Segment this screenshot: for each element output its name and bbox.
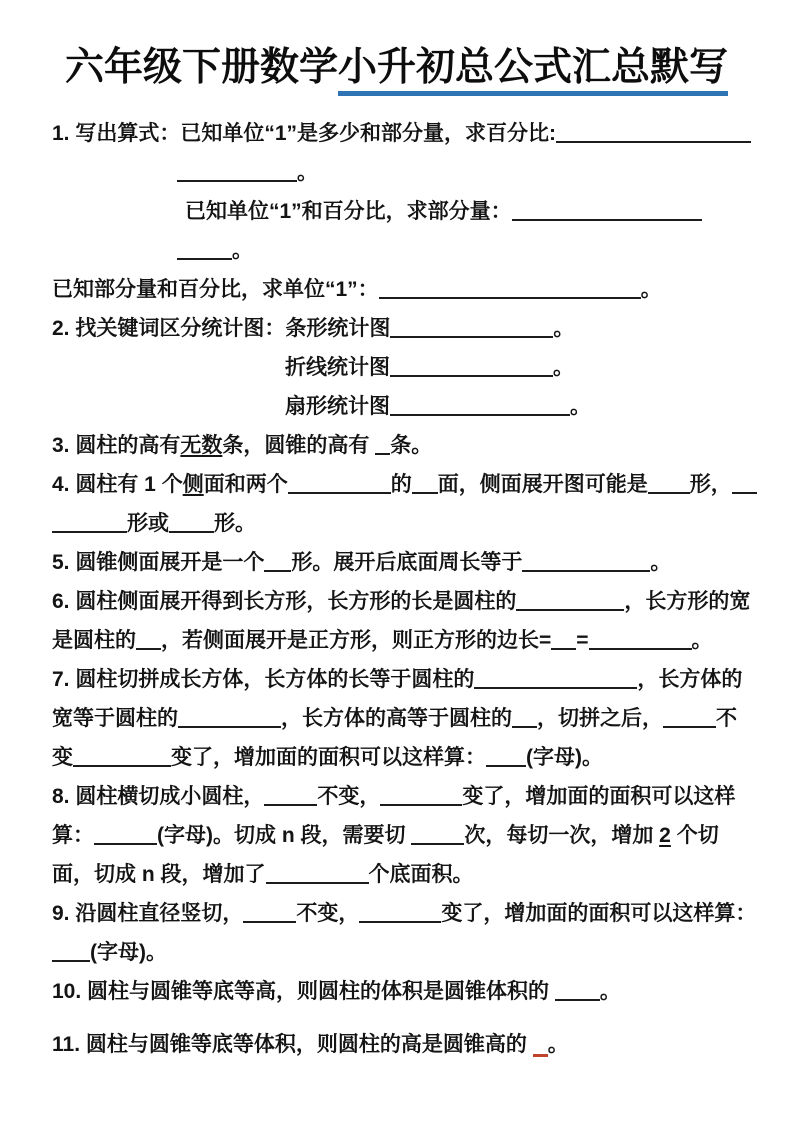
answer-blank (411, 829, 464, 845)
text-run: 2. 找关键词区分统计图：条形统计图 (52, 317, 391, 340)
text-run: 。 (650, 551, 672, 574)
text-run: 10. 圆柱与圆锥等底等高，则圆柱的体积是圆锥体积的 (52, 980, 555, 1003)
worksheet-line (52, 504, 753, 543)
text-run: 条，圆锥的高有 (222, 434, 376, 457)
text-run: 1. 写出算式：已知单位“1”是多少和部分量，求百分比: (52, 122, 557, 145)
answer-blank (512, 712, 537, 728)
text-run: ，长方形的宽 (624, 590, 751, 613)
page-title (0, 0, 793, 92)
worksheet-line (52, 660, 753, 699)
answer-blank (177, 166, 297, 182)
text-run: 的 (390, 473, 412, 496)
worksheet-line (52, 153, 753, 192)
answer-blank (390, 322, 553, 338)
text-run: 不变， (317, 785, 381, 808)
text-run: 条。 (390, 434, 433, 457)
text-run: ，长方体的 (637, 668, 743, 691)
text-run: 9. 沿圆柱直径竖切， (52, 902, 244, 925)
worksheet-line (52, 933, 753, 972)
answer-blank (732, 478, 757, 494)
worksheet-line (52, 348, 753, 387)
text-run: 折线统计图 (285, 356, 390, 379)
underlined-text: 侧 (182, 473, 204, 496)
worksheet-line (52, 621, 753, 660)
worksheet-body (52, 114, 757, 1064)
text-run: 变了，增加面的面积可以这样算： (171, 746, 486, 769)
text-run: (字母)。 (526, 746, 603, 769)
answer-blank (556, 127, 751, 143)
worksheet-line (52, 816, 753, 855)
text-run: 面和两个 (203, 473, 288, 496)
text-run: ，若侧面展开是正方形，则正方形的边长= (161, 629, 552, 652)
underlined-text: 无数 (180, 434, 223, 457)
text-run: (字母)。切成 n 段，需要切 (157, 824, 412, 847)
answer-blank (52, 517, 127, 533)
text-run: 3. 圆柱的高有 (52, 434, 181, 457)
text-run: 。 (297, 161, 318, 184)
answer-blank (136, 634, 161, 650)
answer-blank (266, 868, 369, 884)
answer-blank (243, 907, 296, 923)
worksheet-line (52, 894, 757, 933)
text-run: 8. 圆柱横切成小圆柱， (52, 785, 265, 808)
text-run: 11. 圆柱与圆锥等底等体积，则圆柱的高是圆锥高的 (52, 1033, 533, 1056)
text-run: 已知部分量和百分比，求单位“1”： (52, 278, 379, 301)
text-run: 7. 圆柱切拼成长方体，长方体的长等于圆柱的 (52, 668, 475, 691)
answer-blank (169, 517, 214, 533)
page-title-plain: 六年级下册数学 (64, 46, 338, 89)
answer-blank (379, 283, 641, 299)
text-run: 面，侧面展开图可能是 (437, 473, 648, 496)
answer-blank (73, 751, 171, 767)
text-run: (字母)。 (90, 941, 167, 964)
worksheet-line (52, 972, 753, 1011)
answer-blank (178, 712, 281, 728)
worksheet-line (52, 582, 753, 621)
answer-blank (94, 829, 157, 845)
worksheet-line (52, 231, 753, 270)
worksheet-line (52, 114, 753, 153)
worksheet-line (52, 387, 753, 426)
text-run: 变了，增加面的面积可以这样算： (441, 902, 757, 925)
text-run: 变 (52, 746, 73, 769)
answer-blank (555, 985, 600, 1001)
worksheet-line (52, 270, 753, 309)
text-run: 变了，增加面的面积可以这样 (462, 785, 736, 808)
worksheet-line (52, 1025, 753, 1064)
text-run: 。 (553, 317, 575, 340)
worksheet-line (52, 192, 753, 231)
answer-blank-red-mark (533, 1040, 548, 1057)
answer-blank (412, 478, 438, 494)
answer-blank (474, 673, 637, 689)
text-run: 扇形统计图 (285, 395, 390, 418)
answer-blank (648, 478, 690, 494)
worksheet-line (52, 543, 753, 582)
page-title-underlined: 小升初总公式汇总默写 (338, 46, 728, 96)
text-run: 。 (553, 356, 574, 379)
worksheet-line (52, 699, 753, 738)
answer-blank (52, 946, 90, 962)
text-run: 宽等于圆柱的 (52, 707, 178, 730)
worksheet-line (52, 738, 753, 777)
answer-blank (380, 790, 462, 806)
answer-blank (264, 556, 291, 572)
text-run: 形， (689, 473, 732, 496)
answer-blank (264, 790, 317, 806)
answer-blank (486, 751, 526, 767)
answer-blank (516, 595, 624, 611)
worksheet-line (52, 777, 753, 816)
worksheet-line (52, 855, 753, 894)
text-run: 。 (640, 278, 662, 301)
answer-blank (522, 556, 650, 572)
text-run: 。 (232, 239, 253, 262)
text-run: 算： (52, 824, 94, 847)
text-run: 形。 (214, 512, 256, 535)
answer-blank (288, 478, 391, 494)
text-run: 已知单位“1”和百分比，求部分量： (185, 200, 512, 223)
answer-blank (359, 907, 441, 923)
text-run: 形或 (127, 512, 169, 535)
text-run: 形。展开后底面周长等于 (291, 551, 523, 574)
text-run: 5. 圆锥侧面展开是一个 (52, 551, 265, 574)
text-run: ，切拼之后， (537, 707, 663, 730)
text-run: 6. 圆柱侧面展开得到长方形，长方形的长是圆柱的 (52, 590, 517, 613)
text-run: 个底面积。 (368, 863, 474, 886)
text-run: = (576, 629, 589, 652)
answer-blank (589, 634, 692, 650)
answer-blank (551, 634, 576, 650)
answer-blank (512, 205, 702, 221)
text-run: 。 (599, 980, 621, 1003)
text-run: 不变， (296, 902, 360, 925)
answer-blank (177, 244, 232, 260)
text-run: 。 (691, 629, 713, 652)
answer-blank (375, 439, 390, 455)
text-run: 不 (716, 707, 737, 730)
worksheet-line (52, 309, 753, 348)
text-run: 个切 (670, 824, 719, 847)
answer-blank (390, 400, 570, 416)
text-run: 。 (547, 1033, 569, 1056)
text-run: 次，每切一次，增加 (464, 824, 660, 847)
text-run: 是圆柱的 (52, 629, 136, 652)
text-run: 4. 圆柱有 1 个 (52, 473, 183, 496)
worksheet-line (52, 465, 753, 504)
text-run: ，长方体的高等于圆柱的 (281, 707, 512, 730)
answer-blank (663, 712, 716, 728)
worksheet-line (52, 426, 753, 465)
underlined-text: 2 (659, 824, 671, 847)
text-run: 面，切成 n 段，增加了 (52, 863, 266, 886)
text-run: 。 (570, 395, 591, 418)
answer-blank (390, 361, 553, 377)
